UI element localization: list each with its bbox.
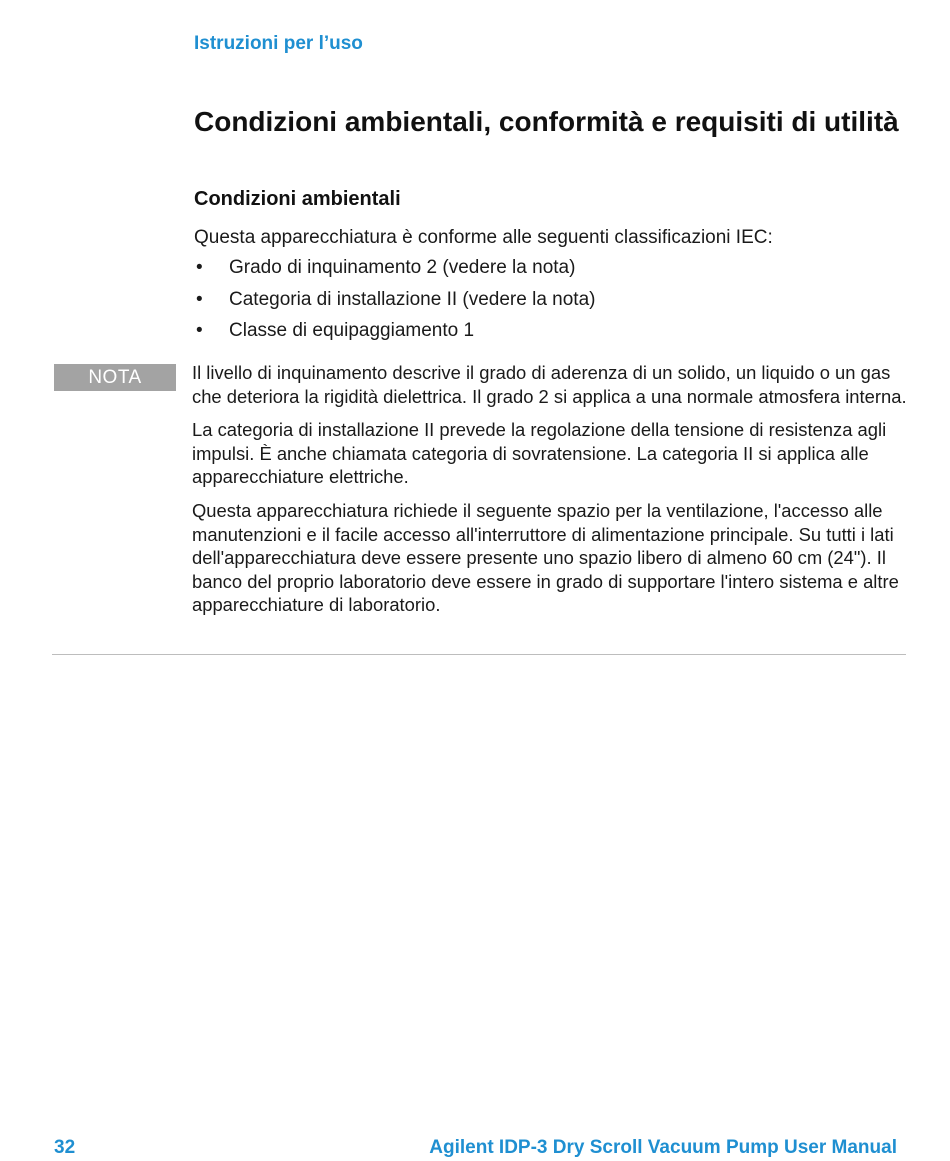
page-number: 32	[54, 1137, 76, 1158]
classification-list	[194, 257, 595, 352]
section-title: Condizioni ambientali, conformità e requisiti di utilità	[194, 106, 899, 137]
list-item-text: Grado di inquinamento 2 (vedere la nota)	[229, 257, 576, 278]
list-item-text: Categoria di installazione II (vedere la nota)	[229, 288, 596, 310]
bullet-icon: •	[196, 257, 203, 278]
note-paragraph: La categoria di installazione II prevede la regolazione della tensione di resistenza agli impulsi. È anche chiamata categoria di sovratensione. La categoria II si applica alle apparecchiature elettriche.	[192, 419, 887, 488]
note-divider	[52, 654, 906, 655]
subsection-title: Condizioni ambientali	[194, 188, 401, 210]
note-label: NOTA	[54, 364, 176, 391]
list-item	[194, 257, 595, 289]
footer-manual-title: Agilent IDP-3 Dry Scroll Vacuum Pump User Manual	[429, 1137, 897, 1158]
list-item	[194, 289, 595, 321]
list-item-text: Classe di equipaggiamento 1	[229, 320, 475, 341]
running-header: Istruzioni per l’uso	[194, 33, 363, 54]
bullet-icon: •	[196, 320, 203, 341]
list-item	[194, 320, 595, 352]
intro-text: Questa apparecchiatura è conforme alle seguenti classificazioni IEC:	[194, 227, 773, 248]
bullet-icon: •	[196, 288, 203, 310]
note-paragraph: Il livello di inquinamento descrive il grado di aderenza di un solido, un liquido o un gas che deteriora la rigidità dielettrica. Il grado 2 si applica a una normale atmosfera interna.	[192, 362, 907, 407]
note-paragraph: Questa apparecchiatura richiede il seguente spazio per la ventilazione, l'accesso alle manutenzioni e il facile accesso all'interruttore di alimentazione principale. Su tutti i lati dell'apparecchiatura deve essere presente uno spazio libero di almeno 60 cm (24"). Il banco del proprio laboratorio deve essere in grado di supportare l'intero sistema e altre apparecchiature di laboratorio.	[192, 499, 899, 616]
note-body	[192, 361, 908, 627]
